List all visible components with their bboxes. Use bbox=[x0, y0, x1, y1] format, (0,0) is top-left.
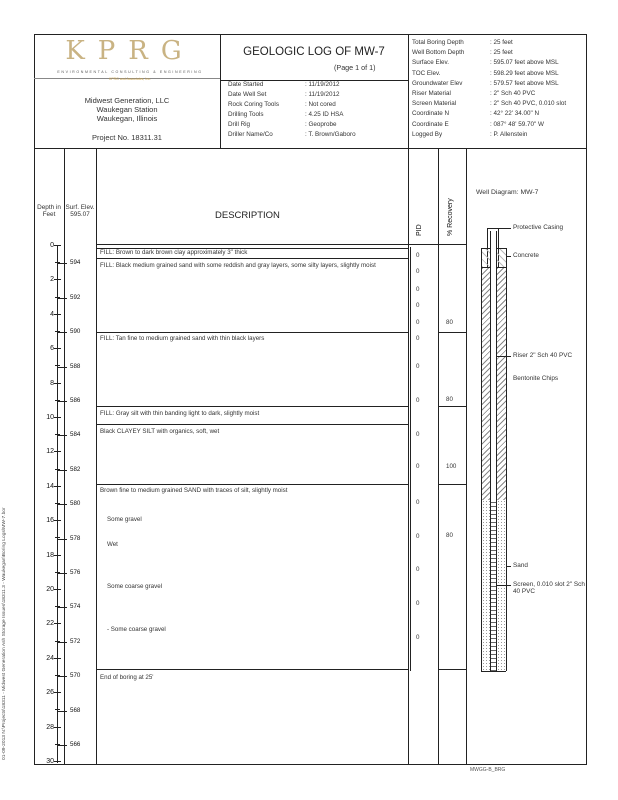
depth-header: Depth in Feet bbox=[37, 204, 61, 219]
page-number: (Page 1 of 1) bbox=[334, 63, 376, 72]
layer-description: Black CLAYEY SILT with organics, soft, wet bbox=[100, 428, 220, 435]
depth-major-tick bbox=[54, 555, 61, 556]
layer-boundary bbox=[96, 669, 408, 670]
elev-label: 592 bbox=[70, 293, 81, 301]
label-concrete: Concrete bbox=[513, 252, 539, 259]
recovery-value: 100 bbox=[446, 463, 457, 470]
depth-major-tick bbox=[54, 727, 61, 728]
elev-label: 576 bbox=[70, 569, 81, 576]
depth-label: 24 bbox=[46, 654, 54, 662]
well-field-value: : 087° 48' 59.70" W bbox=[490, 120, 544, 128]
depth-major-tick bbox=[54, 692, 61, 693]
layer-boundary bbox=[96, 258, 408, 259]
label-sand: Sand bbox=[513, 562, 528, 569]
page-title: GEOLOGIC LOG OF MW-7 bbox=[243, 46, 385, 58]
elev-tick bbox=[58, 607, 67, 608]
depth-label: 10 bbox=[46, 414, 54, 421]
elev-label: 578 bbox=[70, 534, 81, 542]
drill-field-label: Date Well Set bbox=[228, 91, 267, 98]
pid-value: 0 bbox=[416, 302, 420, 309]
drill-field-label: Rock Coring Tools bbox=[228, 101, 279, 108]
well-field-label: Well Bottom Depth bbox=[412, 49, 465, 57]
elev-label: 582 bbox=[70, 465, 81, 473]
header-bottom-line bbox=[34, 148, 587, 149]
depth-major-tick bbox=[54, 314, 61, 315]
layer-boundary bbox=[96, 424, 408, 425]
depth-major-tick bbox=[54, 279, 61, 280]
elev-tick bbox=[58, 539, 67, 540]
elev-label: 574 bbox=[70, 603, 81, 611]
elev-header: Surf. Elev. 595.07 bbox=[65, 204, 95, 219]
well-field-label: TOC Elev. bbox=[412, 69, 441, 77]
project-number: Project No. 18311.31 bbox=[92, 133, 162, 142]
elev-tick bbox=[58, 435, 67, 436]
well-field-label: Coordinate N bbox=[412, 110, 450, 118]
depth-major-tick bbox=[54, 451, 61, 452]
layer-description: End of boring at 25' bbox=[100, 674, 154, 681]
elev-label: 588 bbox=[70, 362, 81, 370]
header-divider-2 bbox=[408, 34, 409, 148]
elev-tick bbox=[58, 745, 67, 746]
elev-tick bbox=[58, 504, 67, 505]
depth-major-tick bbox=[54, 417, 61, 418]
depth-label: 2 bbox=[50, 276, 54, 284]
layer-description: FILL: Tan fine to medium grained sand with thin black layers bbox=[100, 335, 265, 342]
drill-field-label: Driller Name/Co bbox=[228, 131, 273, 138]
depth-label: 6 bbox=[50, 345, 54, 353]
depth-label: 26 bbox=[46, 689, 54, 697]
column-header-line bbox=[96, 244, 466, 245]
pid-value: 0 bbox=[416, 397, 420, 404]
elev-tick bbox=[58, 642, 67, 643]
well-field-label: Total Boring Depth bbox=[412, 39, 464, 46]
recovery-run-line bbox=[438, 332, 466, 333]
drill-field-value: : Geoprobe bbox=[305, 121, 337, 128]
layer-description: FILL: Gray silt with thin banding light to dark, slightly moist bbox=[100, 410, 260, 417]
logo-tagline: ENVIRONMENTAL CONSULTING & ENGINEERING bbox=[57, 70, 203, 74]
recovery-run-line bbox=[438, 669, 466, 670]
client-block bbox=[34, 96, 220, 123]
well-field-label: Logged By bbox=[412, 130, 443, 138]
elev-tick bbox=[58, 332, 67, 333]
riser-pipe bbox=[490, 231, 497, 501]
pid-value: 0 bbox=[416, 600, 420, 607]
bentonite-right bbox=[497, 268, 506, 500]
pid-value: 0 bbox=[416, 463, 420, 470]
well-field-value: : 579.57 feet above MSL bbox=[490, 79, 559, 87]
drill-field-value: : T. Brown/Gaboro bbox=[305, 131, 356, 138]
elev-tick bbox=[58, 711, 67, 712]
leader-concrete bbox=[506, 256, 511, 257]
elev-tick bbox=[58, 298, 67, 299]
depth-label: 30 bbox=[46, 758, 54, 765]
pid-value: 0 bbox=[416, 634, 420, 641]
depth-label: 8 bbox=[50, 379, 54, 387]
pid-value: 0 bbox=[416, 431, 420, 438]
recovery-value: 80 bbox=[446, 396, 453, 403]
pid-value: 0 bbox=[416, 566, 420, 573]
pid-value: 0 bbox=[416, 319, 420, 326]
layer-description: - Some coarse gravel bbox=[107, 626, 166, 633]
recovery-value: 80 bbox=[446, 532, 453, 539]
description-header: DESCRIPTION bbox=[215, 210, 280, 221]
leader-sand bbox=[506, 566, 511, 567]
drill-field-label: Drilling Tools bbox=[228, 111, 264, 118]
elev-label: 572 bbox=[70, 637, 81, 645]
well-diagram-title: Well Diagram: MW-7 bbox=[476, 189, 539, 196]
company-logo bbox=[40, 36, 220, 81]
well-field-value: : 42° 22' 34.00" N bbox=[490, 110, 540, 118]
label-protective-casing: Protective Casing bbox=[513, 224, 564, 231]
borehole-right-wall bbox=[506, 248, 507, 671]
depth-label: 12 bbox=[46, 448, 54, 456]
pid-value: 0 bbox=[416, 286, 420, 293]
recovery-run-line bbox=[438, 484, 466, 485]
pid-value: 0 bbox=[416, 268, 420, 275]
depth-label: 16 bbox=[46, 517, 54, 525]
logo-letters: KPRG bbox=[65, 36, 195, 66]
recovery-header: % Recovery bbox=[447, 198, 454, 236]
elev-tick bbox=[58, 573, 67, 574]
depth-major-tick bbox=[54, 589, 61, 590]
recovery-run-line bbox=[438, 406, 466, 407]
elev-tick bbox=[58, 676, 67, 677]
elev-col-line bbox=[96, 148, 97, 765]
elev-label: 584 bbox=[70, 431, 81, 439]
depth-major-tick bbox=[54, 623, 61, 624]
bentonite-left bbox=[482, 268, 490, 500]
client-city: Waukegan, Illinois bbox=[96, 114, 158, 123]
depth-label: 0 bbox=[50, 242, 54, 249]
depth-label: 22 bbox=[46, 620, 54, 628]
drill-field-label: Date Started bbox=[228, 81, 264, 88]
well-field-value: : 2" Sch 40 PVC, 0.010 slot bbox=[490, 100, 567, 108]
pid-value: 0 bbox=[416, 335, 420, 342]
recovery-col-line bbox=[466, 148, 467, 765]
desc-col-line bbox=[408, 148, 409, 765]
well-field-label: Surface Elev. bbox=[412, 59, 449, 67]
leader-protective bbox=[499, 228, 511, 229]
depth-major-tick bbox=[54, 761, 61, 762]
client-name: Midwest Generation, LLC bbox=[84, 96, 170, 105]
depth-major-tick bbox=[54, 245, 61, 246]
elev-label: 590 bbox=[70, 328, 81, 336]
drill-field-value: : Not cored bbox=[305, 101, 336, 108]
elev-label: 586 bbox=[70, 397, 81, 404]
layer-description: FILL: Brown to dark brown clay approximately 3" thick bbox=[100, 249, 248, 256]
layer-description: Some gravel bbox=[107, 516, 142, 523]
elev-label: 594 bbox=[70, 259, 81, 267]
elev-label: 566 bbox=[70, 741, 81, 748]
pid-value: 0 bbox=[416, 533, 420, 540]
file-path-stamp: 01-09-2013 N:\Projects\18311 - Midwest Generation Ash Storage Issues\18311.3 - Waukegan\Boring Logs\MW-7.bor bbox=[2, 507, 7, 760]
label-screen: Screen, 0.010 slot 2" Sch 40 PVC bbox=[513, 581, 585, 596]
pid-header: PID bbox=[416, 224, 423, 236]
logo-company: KPRG and Associates, Inc. bbox=[108, 77, 152, 81]
depth-label: 28 bbox=[46, 723, 54, 731]
elev-label: 568 bbox=[70, 706, 81, 714]
layer-description: Wet bbox=[107, 541, 118, 548]
depth-major-tick bbox=[54, 486, 61, 487]
label-riser: Riser 2" Sch 40 PVC bbox=[513, 352, 573, 359]
drill-field-value: : 4.25 ID HSA bbox=[305, 111, 344, 118]
pid-col-line bbox=[438, 148, 439, 765]
footer-code: MWGG-B_BRG bbox=[470, 767, 506, 773]
depth-label: 14 bbox=[46, 482, 54, 490]
layer-boundary bbox=[96, 332, 408, 333]
depth-major-tick bbox=[54, 383, 61, 384]
sample-interval-bar bbox=[410, 247, 411, 671]
layer-boundary bbox=[96, 406, 408, 407]
well-field-value: : P. Allenstein bbox=[490, 130, 528, 138]
leader-riser bbox=[497, 356, 511, 357]
depth-major-tick bbox=[54, 520, 61, 521]
well-field-value: : 25 feet bbox=[490, 49, 513, 57]
depth-label: 18 bbox=[46, 551, 54, 559]
leader-screen bbox=[497, 585, 511, 586]
layer-description: Some coarse gravel bbox=[107, 583, 163, 590]
label-bentonite: Bentonite Chips bbox=[513, 375, 559, 382]
well-field-value: : 2" Sch 40 PVC bbox=[490, 90, 536, 97]
pid-value: 0 bbox=[416, 252, 420, 259]
well-field-label: Coordinate E bbox=[412, 120, 449, 128]
elev-tick bbox=[58, 401, 67, 402]
well-field-value: : 598.29 feet above MSL bbox=[490, 69, 559, 77]
well-field-value: : 25 feet bbox=[490, 39, 513, 46]
drill-field-value: : 11/19/2012 bbox=[305, 91, 340, 98]
depth-label: 20 bbox=[46, 586, 54, 593]
depth-major-tick bbox=[54, 658, 61, 659]
borehole-bottom bbox=[481, 671, 506, 672]
well-field-label: Screen Material bbox=[412, 100, 457, 108]
elev-label: 570 bbox=[70, 672, 81, 680]
depth-major-tick bbox=[54, 348, 61, 349]
well-field-label: Riser Material bbox=[412, 90, 451, 97]
elev-label: 580 bbox=[70, 500, 81, 508]
recovery-value: 80 bbox=[446, 319, 453, 326]
elev-tick bbox=[58, 367, 67, 368]
layer-boundary bbox=[96, 484, 408, 485]
elev-tick bbox=[58, 470, 67, 471]
well-screen bbox=[490, 501, 497, 671]
sand-pack-left bbox=[482, 500, 490, 671]
layer-description: FILL: Black medium grained sand with some reddish and gray layers, some silty layers, slightly moist bbox=[100, 262, 376, 269]
pid-value: 0 bbox=[416, 363, 420, 370]
well-field-value: : 595.07 feet above MSL bbox=[490, 59, 559, 67]
drill-field-value: : 11/19/2012 bbox=[305, 81, 340, 88]
drill-field-label: Drill Rig bbox=[228, 121, 251, 128]
depth-label: 4 bbox=[50, 310, 54, 318]
client-station: Waukegan Station bbox=[96, 105, 158, 114]
elev-tick bbox=[58, 263, 67, 264]
pid-value: 0 bbox=[416, 499, 420, 506]
well-field-label: Groundwater Elev bbox=[412, 79, 463, 87]
layer-description: Brown fine to medium grained SAND with traces of silt, slightly moist bbox=[100, 487, 288, 494]
depth-col-line bbox=[64, 148, 65, 765]
